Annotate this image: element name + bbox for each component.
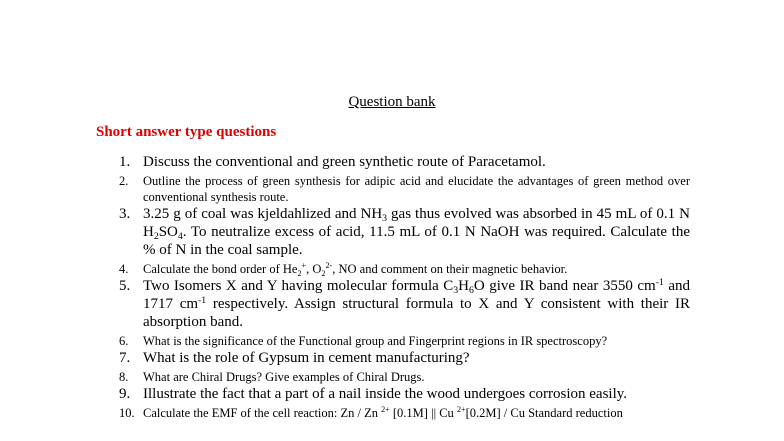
question-text-segment: Two Isomers X and Y having molecular formula C — [143, 278, 454, 294]
question-list — [0, 153, 690, 421]
question-text-segment: H — [458, 278, 469, 294]
question-text-segment: 3 — [453, 285, 459, 296]
question-item — [0, 277, 690, 331]
question-text-segment: Discuss the conventional and green synthetic route of Paracetamol. — [143, 154, 546, 170]
question-number: 1. — [119, 154, 131, 170]
question-item — [0, 205, 690, 259]
question-text-segment: . To neutralize excess of acid, 11.5 mL of 0.1 N NaOH was required. Calculate the % of N in the coal sample. — [143, 224, 690, 258]
question-text-segment: , NO and comment on their magnetic behavior. — [332, 262, 568, 276]
question-text — [143, 262, 567, 276]
question-text — [143, 350, 470, 366]
question-text-segment: gas thus evolved was absorbed in 45 mL of 0.1 N H — [143, 206, 690, 240]
question-text — [143, 278, 690, 330]
question-text — [143, 334, 607, 348]
question-text — [143, 206, 690, 258]
question-item — [0, 405, 690, 421]
question-text-segment: 2+ — [456, 405, 466, 414]
question-item — [0, 385, 690, 403]
question-text — [143, 154, 546, 170]
question-text — [143, 406, 623, 420]
question-text — [143, 174, 690, 204]
question-text-segment: 2 — [153, 231, 159, 242]
question-item — [0, 153, 690, 171]
question-text-segment: and 1717 cm — [143, 278, 690, 312]
question-number: 4. — [119, 262, 129, 276]
question-text-segment: Calculate the bond order of He — [143, 262, 298, 276]
question-item — [0, 349, 690, 367]
question-text-segment: -1 — [655, 277, 664, 288]
question-text-segment: -1 — [198, 295, 207, 306]
question-text-segment: [0.1M] || Cu — [389, 406, 457, 420]
question-text-segment: 2+ — [381, 405, 390, 414]
question-text-segment: 3.25 g of coal was kjeldahlized and NH — [143, 206, 383, 222]
question-number: 5. — [119, 278, 131, 294]
question-text-segment: 3 — [382, 213, 388, 224]
question-number: 9. — [119, 386, 131, 402]
question-number: 10. — [119, 406, 135, 420]
question-text — [143, 370, 425, 384]
section-heading: Short answer type questions — [96, 124, 277, 140]
page-title: Question bank — [348, 94, 436, 110]
question-text-segment: 4 — [177, 231, 183, 242]
question-text-segment: + — [301, 261, 307, 270]
question-text-segment: Illustrate the fact that a part of a nail inside the wood undergoes corrosion easily. — [143, 386, 628, 402]
question-item — [0, 333, 690, 349]
question-item — [0, 261, 690, 277]
question-item — [0, 173, 690, 205]
question-text-segment: O give IR band near 3550 cm — [473, 278, 656, 294]
question-number: 6. — [119, 334, 129, 348]
question-item — [0, 369, 690, 385]
question-text-segment: respectively. Assign structural formula to X and Y consistent with their IR absorption band. — [143, 296, 690, 330]
question-text-segment: What are Chiral Drugs? Give examples of Chiral Drugs. — [143, 370, 425, 384]
question-text-segment: Calculate the EMF of the cell reaction: Zn / Zn — [143, 406, 382, 420]
question-text-segment: 2 — [297, 269, 302, 278]
question-number: 8. — [119, 370, 129, 384]
question-number: 3. — [119, 206, 131, 222]
question-number: 7. — [119, 350, 131, 366]
question-text-segment: Outline the process of green synthesis for adipic acid and elucidate the advantages of green method over conventional synthesis route. — [143, 174, 690, 204]
question-number: 2. — [119, 174, 129, 188]
question-text-segment: 2- — [325, 261, 333, 270]
question-text-segment: What is the significance of the Functional group and Fingerprint regions in IR spectroscopy? — [143, 334, 608, 348]
question-text-segment: What is the role of Gypsum in cement manufacturing? — [143, 350, 470, 366]
question-text-segment: 2 — [321, 269, 326, 278]
question-text-segment: [0.2M] / Cu Standard reduction — [465, 406, 623, 420]
question-text — [143, 386, 627, 402]
question-text-segment: , O — [306, 262, 322, 276]
question-text-segment: SO — [158, 224, 178, 240]
question-text-segment: 6 — [469, 285, 474, 296]
